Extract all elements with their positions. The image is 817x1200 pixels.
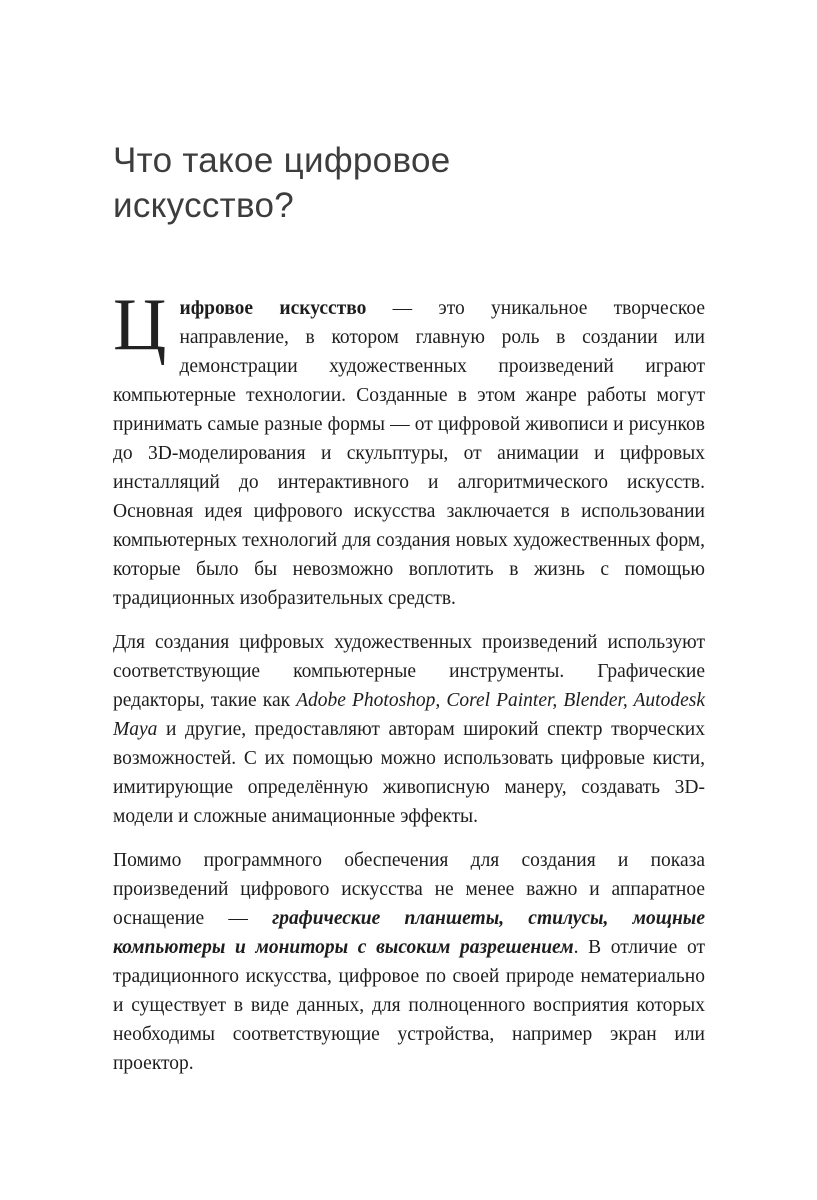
text-run: Для создания цифровых художественных произведений используют соответствующие компьютерные инструменты. Графические редакторы, такие как: [113, 632, 705, 711]
text-run: графические планшеты, стилусы, мощные компьютеры и мониторы с высоким разрешением: [113, 908, 705, 958]
paragraph: [113, 284, 705, 613]
page-title-line-1: Что такое цифровое: [113, 141, 451, 180]
text-run: . В отличие от традиционного искусства, цифровое по своей природе нематериально и существует в виде данных, для полноценного восприятия которых необходимы соответствующие устройства, например экран или проектор.: [113, 937, 705, 1074]
text-run: Помимо программного обеспечения для создания и показа произведений цифрового искусства не менее важно и аппаратное оснащение —: [113, 850, 705, 929]
text-run: и другие, предоставляют авторам широкий спектр творческих возможностей. С их помощью можно использовать цифровые кисти, имитирующие определённую живописную манеру, создавать 3D-модели и сложные анимационные эффекты.: [113, 719, 705, 827]
text-run: Adobe Photoshop, Corel Painter, Blender, Autodesk Maya: [113, 690, 705, 740]
drop-cap: Ц: [113, 284, 167, 366]
page-title-line-2: искусство?: [113, 186, 295, 225]
body-text: [113, 284, 705, 1078]
text-run: ифровое искусство: [179, 298, 367, 319]
paragraph: [113, 628, 705, 831]
page-title: [113, 138, 705, 228]
paragraph: [113, 846, 705, 1078]
text-run: — это уникальное творческое направление, в котором главную роль в создании или демонстрации художественных произведений играют компьютерные технологии. Созданные в этом жанре работы могут принимать самые разные формы — от цифровой живописи и рисунков до 3D-моделирования и скульптуры, от анимации и цифровых инсталляций до интерактивного и алгоритмического искусств. Основная идея цифрового искусства заключается в использовании компьютерных технологий для создания новых художественных форм, которые было бы невозможно воплотить в жизнь с помощью традиционных изобразительных средств.: [113, 298, 705, 609]
